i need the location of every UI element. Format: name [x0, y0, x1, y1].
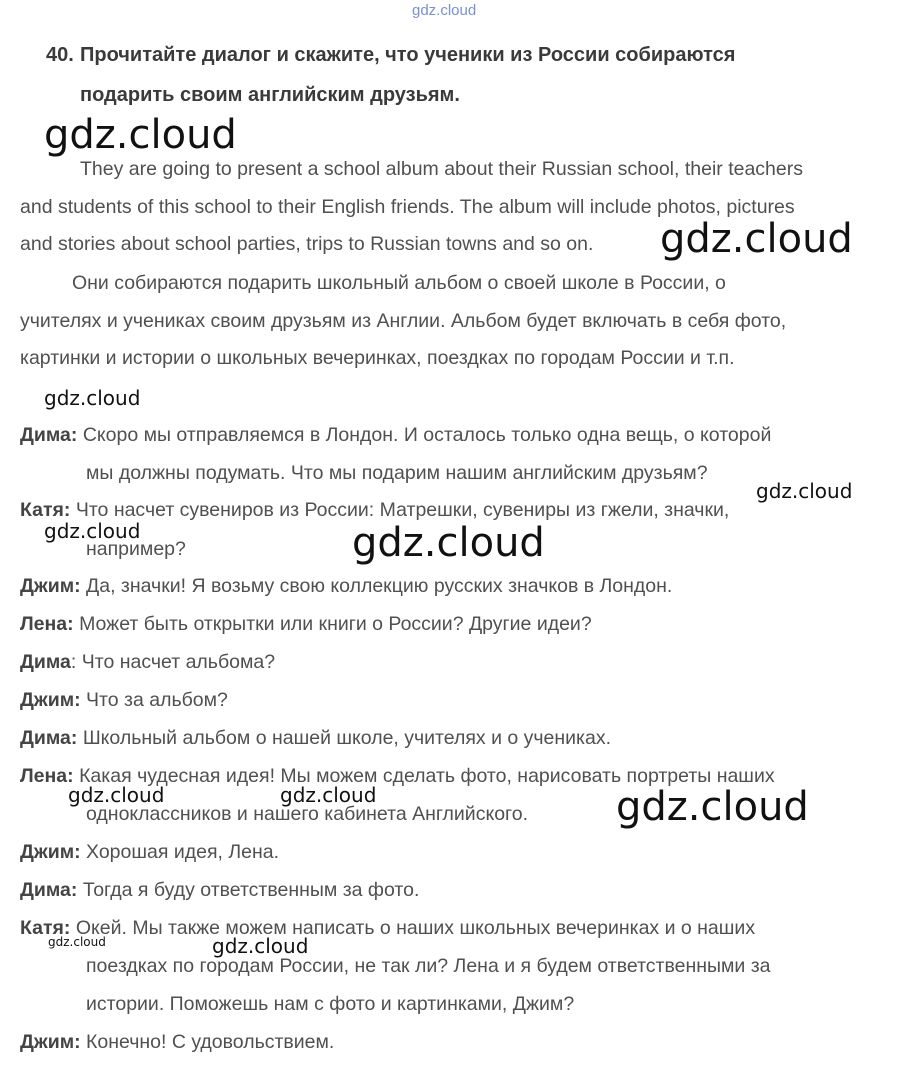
- russian-line-2: учителях и учениках своим друзьям из Англии. Альбом будет включать в себя фото,: [20, 310, 787, 332]
- dialogue-text: Окей. Мы также можем написать о наших школьных вечеринках и о наших: [75, 917, 756, 939]
- dialogue-text: Да, значки! Я возьму свою коллекцию русских значков в Лондон.: [86, 575, 673, 597]
- watermark-6: gdz.cloud: [352, 520, 545, 566]
- speaker-name: Дима: [20, 651, 71, 673]
- watermark-7: gdz.cloud: [68, 783, 165, 807]
- watermark-2: gdz.cloud: [660, 216, 853, 262]
- dialogue-continuation: мы должны подумать. Что мы подарим нашим английским друзьям?: [86, 462, 708, 484]
- dialogue-continuation: истории. Поможешь нам с фото и картинками, Джим?: [86, 993, 575, 1015]
- watermark-5: gdz.cloud: [44, 519, 141, 543]
- speaker-name: Лена:: [20, 613, 74, 635]
- dialogue-continuation: одноклассников и нашего кабинета Английского.: [86, 803, 528, 825]
- dialogue-line: [20, 1031, 334, 1054]
- speaker-name: Джим:: [20, 1031, 81, 1053]
- speaker-name: Дима:: [20, 727, 78, 749]
- dialogue-continuation: поездках по городам России, не так ли? Лена и я будем ответственными за: [86, 955, 771, 977]
- task-number: 40.: [46, 44, 74, 66]
- dialogue-line: [20, 841, 279, 864]
- speaker-name: Джим:: [20, 841, 81, 863]
- english-line-2: and students of this school to their English friends. The album will include photos, pictures: [20, 196, 795, 218]
- task-title-line2: подарить своим английским друзьям.: [80, 84, 460, 106]
- watermark-11: gdz.cloud: [212, 934, 309, 958]
- dialogue-line: [20, 689, 228, 712]
- watermark-3: gdz.cloud: [44, 386, 141, 410]
- dialogue-text: Что насчет сувениров из России: Матрешки, сувениры из гжели, значки,: [75, 499, 730, 521]
- dialogue-line: [20, 917, 755, 940]
- dialogue-text: Тогда я буду ответственным за фото.: [82, 879, 420, 901]
- speaker-name: Джим:: [20, 689, 81, 711]
- dialogue-text: : Что насчет альбома?: [70, 651, 276, 673]
- speaker-name: Катя:: [20, 499, 71, 521]
- russian-line-3: картинки и истории о школьных вечеринках, поездках по городам России и т.п.: [20, 347, 735, 369]
- dialogue-text: Скоро мы отправляемся в Лондон. И осталось только одна вещь, о которой: [82, 424, 772, 446]
- watermark-8: gdz.cloud: [280, 783, 377, 807]
- dialogue-text: Хорошая идея, Лена.: [86, 841, 280, 863]
- russian-line-1: Они собираются подарить школьный альбом о своей школе в России, о: [72, 272, 726, 294]
- speaker-name: Катя:: [20, 917, 71, 939]
- dialogue-text: Конечно! С удовольствием.: [86, 1031, 335, 1053]
- dialogue-text: Какая чудесная идея! Мы можем сделать фото, нарисовать портреты наших: [79, 765, 775, 787]
- dialogue-text: Может быть открытки или книги о России? Другие идеи?: [79, 613, 592, 635]
- dialogue-text: Что за альбом?: [86, 689, 228, 711]
- english-line-3: and stories about school parties, trips to Russian towns and so on.: [20, 233, 594, 255]
- dialogue-line: [20, 727, 611, 750]
- speaker-name: Лена:: [20, 765, 74, 787]
- dialogue-line: [20, 575, 672, 598]
- watermark-10: gdz.cloud: [48, 935, 106, 949]
- dialogue-text: Школьный альбом о нашей школе, учителях и о учениках.: [82, 727, 612, 749]
- dialogue-continuation: например?: [86, 538, 186, 560]
- speaker-name: Дима:: [20, 424, 78, 446]
- english-line-1: They are going to present a school album about their Russian school, their teachers: [80, 158, 803, 180]
- speaker-name: Джим:: [20, 575, 81, 597]
- watermark-top: gdz.cloud: [412, 2, 477, 19]
- watermark-9: gdz.cloud: [616, 784, 809, 830]
- dialogue-line: [20, 424, 771, 447]
- dialogue-line: [20, 613, 592, 636]
- dialogue-line: [20, 879, 419, 902]
- speaker-name: Дима:: [20, 879, 78, 901]
- task-title-line1: Прочитайте диалог и скажите, что ученики из России собираются: [80, 44, 736, 66]
- watermark-4: gdz.cloud: [756, 479, 853, 503]
- dialogue-line: [20, 651, 275, 674]
- watermark-1: gdz.cloud: [44, 112, 237, 158]
